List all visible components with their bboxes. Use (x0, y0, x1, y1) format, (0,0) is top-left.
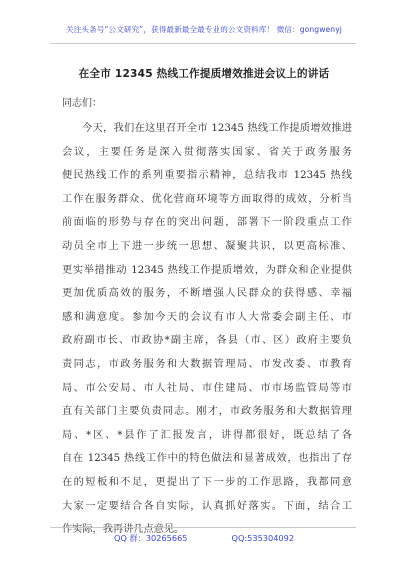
body-line: 更实举措推动 12345 热线工作提质增效，为群众和企业提供 (62, 264, 352, 276)
body-line: 自在 12345 热线工作中的特色做法和显著成效，也指出了存 (62, 453, 352, 465)
footer-qq-group: QQ 群：30265665 (113, 533, 188, 543)
document-title: 在全市 12345 热线工作提质增效推进会议上的讲话 (78, 68, 330, 80)
body-line: 便民热线工作的系列重要指示精神，总结我市 12345 热线 (62, 170, 352, 182)
body-line: 更加优质高效的服务，不断增强人民群众的获得感、幸福 (62, 288, 352, 300)
footer-qq: QQ:535304092 (231, 533, 295, 543)
header-divider (50, 43, 356, 44)
footer-contact (0, 533, 408, 544)
body-line: 直有关部门主要负责同志。刚才，市政务服务和大数据管理 (62, 406, 352, 418)
body-line: 责同志，市政务服务和大数据管理局、市发改委、市教育 (62, 358, 352, 370)
body-line: 今天，我们在这里召开全市 12345 热线工作提质增效推进 (82, 123, 352, 134)
body-line: 前面临的形势与存在的突出问题，部署下一阶段重点工作 (62, 217, 352, 229)
body-line: 局、市公安局、市人社局、市住建局、市市场监管局等市 (62, 382, 352, 394)
header-banner: 关注头条号“公文研究”，获得最新最全最专业的公文资料库！ 微信：gongwenyj (66, 25, 342, 34)
body-line: 局、*区、*县作了汇报发言，讲得都很好，既总结了各 (62, 429, 352, 441)
salutation: 同志们： (62, 98, 102, 109)
body-line: 会议，主要任务是深入贯彻落实国家、省关于政务服务 (62, 146, 352, 158)
body-line: 工作在服务群众、优化营商环境等方面取得的成效，分析当 (62, 193, 352, 205)
body-line: 感和满意度。参加今天的会议有市人大常委会副主任、市 (62, 311, 352, 323)
document-body (62, 117, 352, 542)
footer-divider (50, 527, 356, 528)
body-line: 在的短板和不足，更提出了下一步的工作思路，我都同意 (62, 476, 352, 488)
body-line: 动员全市上下进一步统一思想、凝聚共识，以更高标准、 (62, 240, 352, 252)
body-line: 政府副市长、市政协*副主席，各县（市、区）政府主要负 (62, 335, 352, 347)
body-line: 大家一定要结合各自实际，认真抓好落实。下面，结合工 (62, 500, 352, 512)
body-line: 作实际，我再讲几点意见。 (62, 524, 185, 536)
